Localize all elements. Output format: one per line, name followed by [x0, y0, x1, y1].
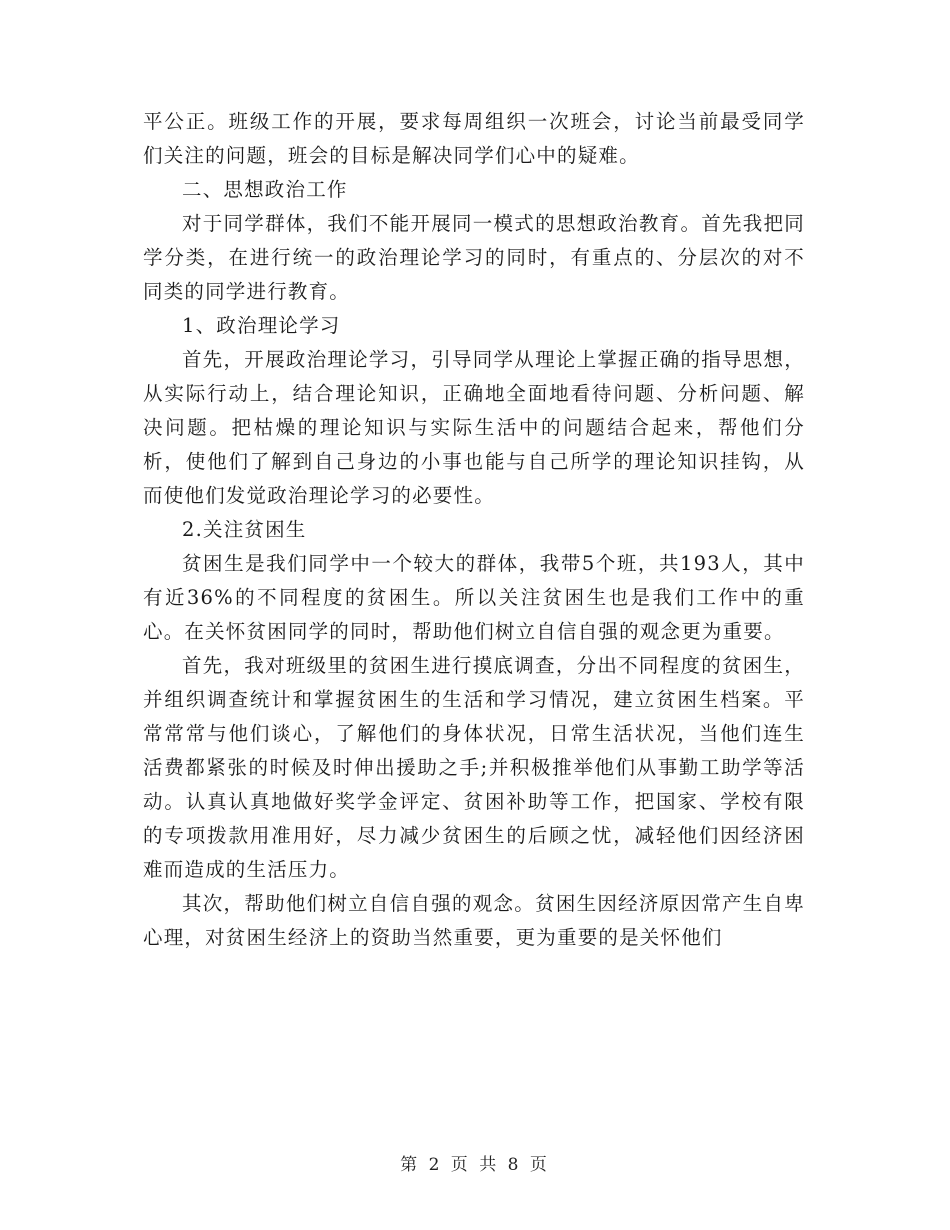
section-heading-ideological-work: 二、思想政治工作: [182, 178, 348, 201]
paragraph-political-theory: 首先，开展政治理论学习，引导同学从理论上掌握正确的指导思想，从实际行动上，结合理论知识，正确地全面地看待问题、分析问题、解决问题。把枯燥的理论知识与实际生活中的问题结合起来，帮他们分析，使他们了解到自己身边的小事也能与自己所学的理论知识挂钩，从而使他们发觉政治理论学习的必要性。: [143, 348, 805, 507]
subheading-political-theory: 1、政治理论学习: [182, 314, 341, 337]
subheading-poor-students: 2.关注贫困生: [182, 518, 307, 541]
page-number-footer: 第 2 页 共 8 页: [400, 1155, 550, 1175]
paragraph-poor-students-survey: 首先，我对班级里的贫困生进行摸底调查，分出不同程度的贫困生，并组织调查统计和掌握贫困生的生活和学习情况，建立贫困生档案。平常常常与他们谈心，了解他们的身体状况，日常生活状况，当他们连生活费都紧张的时候及时伸出援助之手;并积极推举他们从事勤工助学等活动。认真认真地做好奖学金评定、贫困补助等工作，把国家、学校有限的专项拨款用准用好，尽力减少贫困生的后顾之忧，减轻他们因经济困难而造成的生活压力。: [143, 654, 805, 881]
paragraph-poor-students-confidence: 其次，帮助他们树立自信自强的观念。贫困生因经济原因常产生自卑心理，对贫困生经济上的资助当然重要，更为重要的是关怀他们: [143, 892, 805, 949]
document-body: [143, 105, 805, 955]
paragraph-continuation: 平公正。班级工作的开展，要求每周组织一次班会，讨论当前最受同学们关注的问题，班会的目标是解决同学们心中的疑难。: [143, 110, 805, 167]
paragraph-grouping: 对于同学群体，我们不能开展同一模式的思想政治教育。首先我把同学分类，在进行统一的政治理论学习的同时，有重点的、分层次的对不同类的同学进行教育。: [143, 212, 805, 303]
paragraph-poor-students-overview: 贫困生是我们同学中一个较大的群体，我带5个班，共193人，其中有近36%的不同程度的贫困生。所以关注贫困生也是我们工作中的重心。在关怀贫困同学的同时，帮助他们树立自信自强的观念更为重要。: [143, 552, 805, 643]
